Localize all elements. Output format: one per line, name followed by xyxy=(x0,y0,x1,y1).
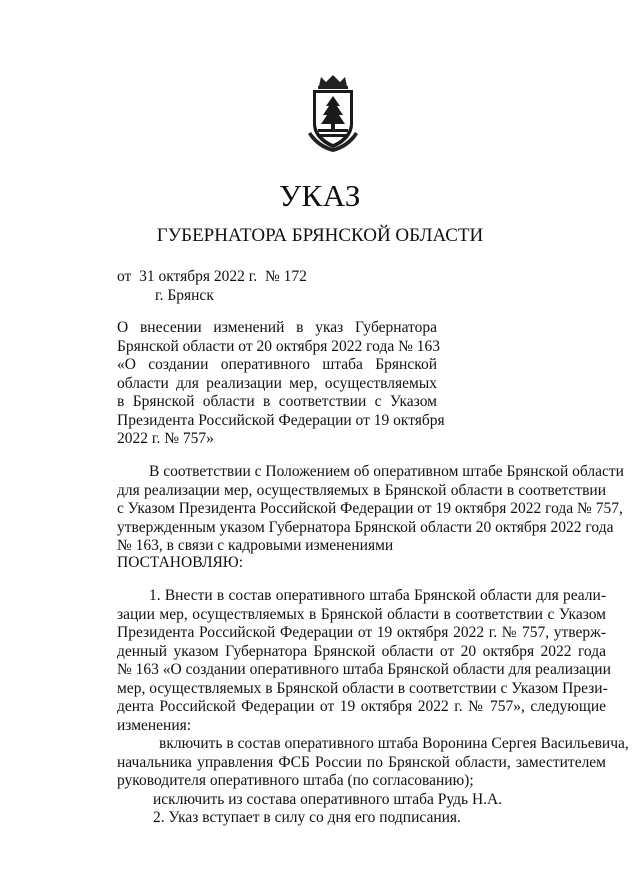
exclude-line: исключить из состава оперативного штаба Рудь Н.А. xyxy=(153,790,503,808)
subject-line: Президента Российской Федерации от 19 октября xyxy=(117,411,445,429)
item1-line: денный указом Губернатора Брянской области от 20 октября 2022 года xyxy=(117,642,606,660)
item1-line: мер, осуществляемых в Брянской области в соответствии с Указом Прези- xyxy=(117,679,608,697)
item1-line: изменения: xyxy=(117,716,192,734)
preamble xyxy=(117,463,624,556)
decree-word: ПОСТАНОВЛЯЮ: xyxy=(117,554,244,571)
date-number-line xyxy=(117,267,307,287)
subject-line: «О создании оперативного штаба Брянской xyxy=(117,356,437,373)
decree-number: № 172 xyxy=(264,268,307,285)
preamble-line: № 163, в связи с кадровыми изменениями xyxy=(117,537,394,554)
include-line: руководителя оперативного штаба (по согласованию); xyxy=(117,772,474,789)
item1-line: Президента Российской Федерации от 19 октября 2022 г. № 757, утверж- xyxy=(117,624,606,641)
preamble-line: для реализации мер, осуществляемых в Брянской области в соответствии xyxy=(117,481,606,499)
decree-place: г. Брянск xyxy=(155,287,214,304)
date-prefix: от xyxy=(117,268,132,285)
document-subtitle: ГУБЕРНАТОРА БРЯНСКОЙ ОБЛАСТИ xyxy=(156,225,484,246)
include-line: начальника управления ФСБ России по Брянской области, заместителем xyxy=(117,753,606,771)
item2-line: 2. Указ вступает в силу со дня его подписания. xyxy=(153,809,461,826)
subject-line: Брянской области от 20 октября 2022 года № 163 xyxy=(117,337,440,355)
preamble-line: утвержденным указом Губернатора Брянской области 20 октября 2022 года xyxy=(117,518,614,536)
item1-line: № 163 «О создании оперативного штаба Брянской области для реализации xyxy=(117,661,611,678)
decree-subject xyxy=(117,319,445,449)
decree-items xyxy=(117,587,629,828)
subject-line: 2022 г. № 757» xyxy=(117,430,214,447)
bryansk-coat-of-arms-icon xyxy=(300,72,366,154)
subject-line: области для реализации мер, осуществляемых xyxy=(117,374,437,392)
document-title: УКАЗ xyxy=(279,178,361,213)
item1-line: дента Российской Федерации от 19 октября 2022 г. № 757», следующие xyxy=(117,698,606,715)
preamble-line: В соответствии с Положением об оперативном штабе Брянской области xyxy=(149,463,624,480)
decree-date: 31 октября 2022 г. xyxy=(139,268,258,285)
preamble-line: с Указом Президента Российской Федерации от 19 октября 2022 года № 757, xyxy=(117,500,623,517)
include-line: включить в состав оперативного штаба Воронина Сергея Васильевича, xyxy=(159,735,629,752)
item1-line: 1. Внести в состав оперативного штаба Брянской области для реали- xyxy=(149,587,606,604)
subject-line: О внесении изменений в указ Губернатора xyxy=(117,319,437,336)
subject-line: в Брянской области в соответствии с Указом xyxy=(117,393,437,410)
item1-line: зации мер, осуществляемых в Брянской области в соответствии с Указом xyxy=(117,605,606,623)
